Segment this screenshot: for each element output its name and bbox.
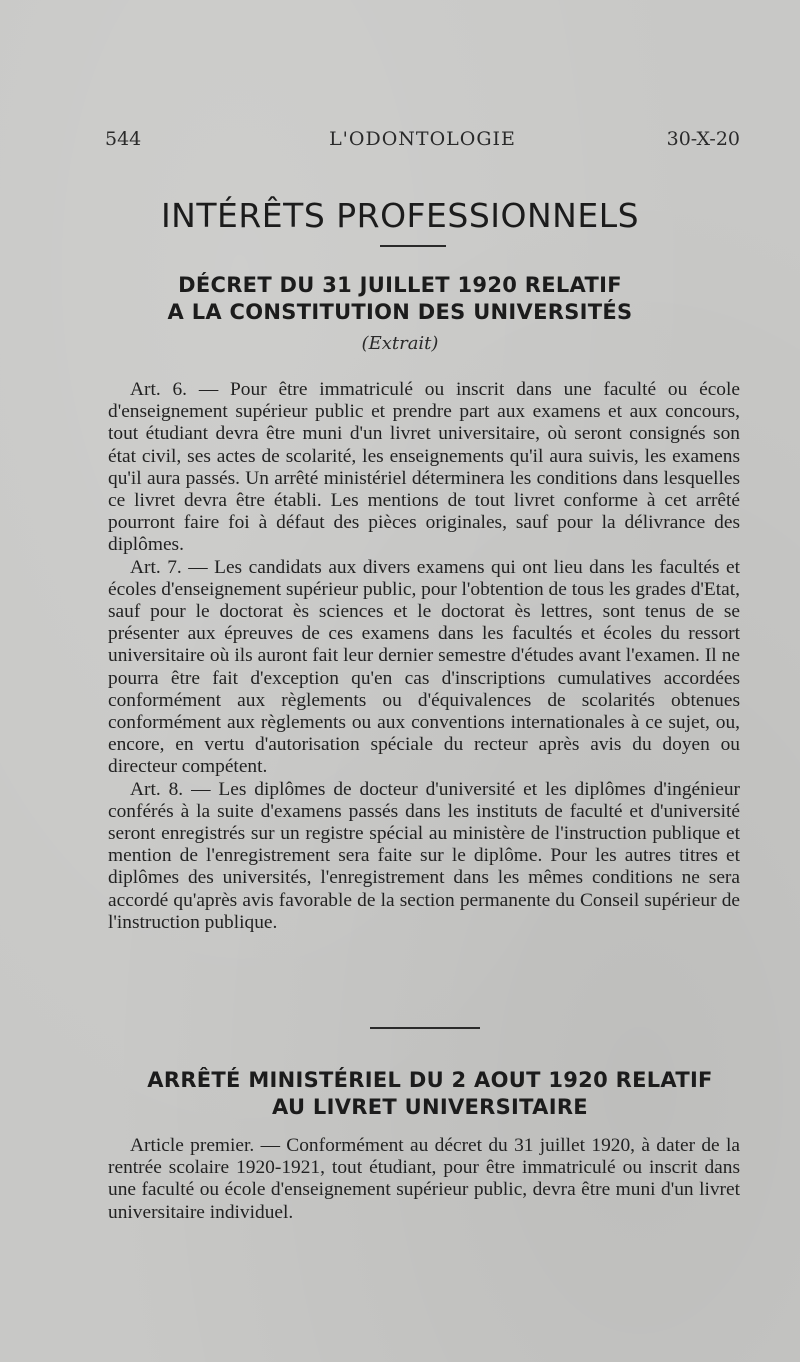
decree-heading — [0, 272, 800, 326]
issue-date: 30-X-20 — [666, 128, 740, 150]
article-paragraph: Art. 7. — Les candidats aux divers examens qui ont lieu dans les facultés et écoles d'enseignement supérieur public, pour l'obtention de tous les grades d'Etat, sauf pour le doctorat ès sciences et le doctorat ès lettres, sont tenus de se présenter aux épreuves de ces examens dans les facultés et écoles du ressort universitaire où ils auront fait leur dernier semestre d'études avant l'examen. Il ne pourra être fait d'exception qu'en cas d'inscriptions cumulatives accordées conformément aux règlements ou d'équivalences de scolarités obtenues conformément aux règlements ou aux conventions internationales à ce sujet, ou, encore, en vertu d'autorisation spéciale du recteur après avis du doyen ou directeur compétent. — [108, 556, 740, 778]
article-paragraph: Art. 8. — Les diplômes de docteur d'université et les diplômes d'ingénieur conférés à la suite d'examens passés dans les instituts de faculté et d'université seront enregistrés sur un registre spécial au ministère de l'instruction publique et mention de l'enregistrement sera faite sur le diplôme. Pour les autres titres et diplômes des universités, l'enregistrement dans les mêmes conditions ne sera accordé qu'après avis favorable de la section permanente du Conseil supérieur de l'instruction publique. — [108, 778, 740, 933]
decree-heading-line2: A LA CONSTITUTION DES UNIVERSITÉS — [167, 300, 633, 324]
decree-heading-line1: DÉCRET DU 31 JUILLET 1920 RELATIF — [178, 273, 622, 297]
article-paragraph: Article premier. — Conformément au décret du 31 juillet 1920, à dater de la rentrée scolaire 1920-1921, tout étudiant, pour être immatriculé ou inscrit dans une faculté ou école d'enseignement supérieur public, devra être muni d'un livret universitaire individuel. — [108, 1135, 740, 1223]
arrete-body — [108, 1135, 740, 1224]
running-header — [105, 128, 740, 154]
section-divider — [370, 1027, 480, 1029]
title-divider — [380, 245, 446, 247]
arrete-heading-line2: AU LIVRET UNIVERSITAIRE — [272, 1095, 588, 1119]
section-title: INTÉRÊTS PROFESSIONNELS — [160, 196, 640, 235]
decree-body — [108, 379, 740, 934]
decree-subtitle: (Extrait) — [361, 333, 439, 354]
arrete-heading-line1: ARRÊTÉ MINISTÉRIEL DU 2 AOUT 1920 RELATIF — [147, 1068, 713, 1092]
journal-title: L'ODONTOLOGIE — [329, 128, 516, 150]
page-number: 544 — [105, 128, 142, 150]
arrete-heading — [30, 1067, 800, 1121]
article-paragraph: Art. 6. — Pour être immatriculé ou inscrit dans une faculté ou école d'enseignement supérieur public et prendre part aux examens et aux concours, tout étudiant devra être muni d'un livret universitaire, où seront consignés son état civil, ses actes de scolarité, les enseignements qu'il aura suivis, les examens qu'il aura passés. Un arrêté ministériel déterminera les conditions dans lesquelles ce livret devra être établi. Les mentions de tout livret conforme à cet arrêté pourront faire foi à défaut des pièces originales, sauf pour la délivrance des diplômes. — [108, 379, 740, 556]
